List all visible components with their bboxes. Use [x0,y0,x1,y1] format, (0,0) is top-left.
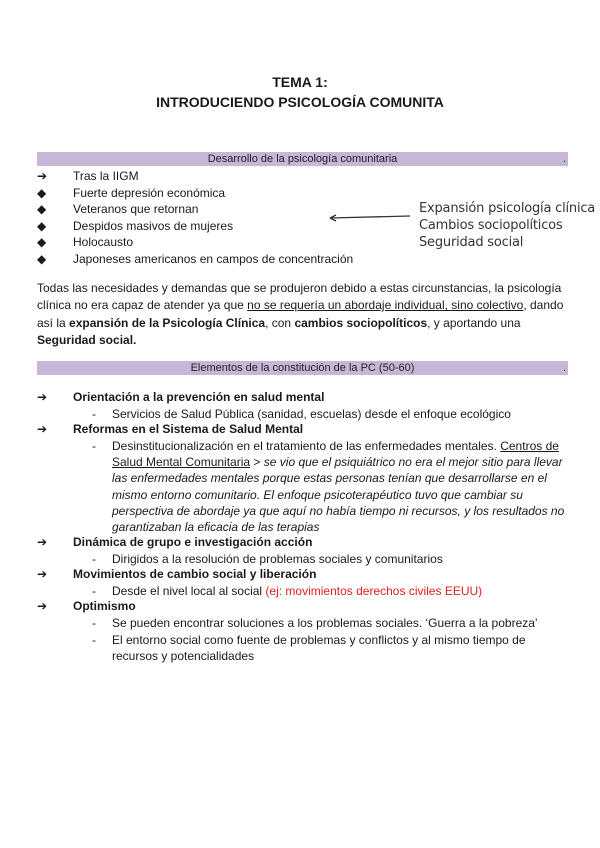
diamond-bullet-icon: ◆ [37,185,47,200]
dash-bullet: - [92,407,96,421]
subitem-text: Dirigidos a la resolución de problemas sociales y comunitarios [112,552,443,566]
paragraph-underline: no se requería un abordaje individual, sino colectivo [247,298,524,313]
list-item-text: Tras la IIGM [73,169,139,183]
outline-heading-text: Movimientos de cambio social y liberación [73,567,317,581]
paragraph-bold: Seguridad social. [37,332,137,347]
document-title-line2: INTRODUCIENDO PSICOLOGÍA COMUNITA [156,94,444,110]
section-header-dot: . [562,153,566,165]
arrow-icon: ➔ [37,169,48,183]
margin-note: Cambios sociopolíticos [419,218,563,233]
dash-bullet: - [92,552,96,566]
paragraph-text: , y aportando una [427,315,521,330]
paragraph-bold: cambios sociopolíticos [294,315,428,330]
subitem-plain: Desde el nivel local al social [112,584,266,598]
margin-note: Seguridad social [419,235,524,250]
list-item-text: Holocausto [73,235,134,250]
arrow-icon: ➔ [37,567,48,581]
dash-bullet: - [92,633,96,647]
subitem-text: Servicios de Salud Pública (sanidad, escuelas) desde el enfoque ecológico [112,407,511,421]
diamond-bullet-icon: ◆ [37,218,47,233]
subitem-gt: > [250,455,264,470]
outline-heading-text: Reformas en el Sistema de Salud Mental [73,422,304,436]
diamond-bullet-icon: ◆ [37,251,47,266]
diamond-bullet-icon: ◆ [37,202,47,217]
list-item-text: Fuerte depresión económica [73,185,226,200]
subitem-plain: Desinstitucionalización en el tratamiento de las enfermedades mentales. [112,439,501,453]
paragraph-text: Todas las necesidades y demandas que se produjeron debido a estas circunstancias, la psicología clínica no era capaz de atender ya que [37,281,562,313]
dash-bullet: - [92,616,96,630]
list-item-text: Japoneses americanos en campos de concentración [73,251,354,266]
body-paragraph [37,280,569,349]
dash-bullet: - [92,439,96,453]
list-item-text: Despidos masivos de mujeres [73,218,234,233]
section-header-elementos [37,361,568,375]
subitem-red-example: (ej: movimientos derechos civiles EEUU) [265,584,483,598]
arrow-icon: ➔ [37,422,48,436]
paragraph-text: , con [265,315,295,330]
section-header-desarrollo [37,152,568,166]
arrow-icon: ➔ [37,390,48,404]
outline-heading-text: Dinámica de grupo e investigación acción [73,535,313,549]
outline-heading-text: Orientación a la prevención en salud mental [73,390,325,404]
margin-notes [419,200,595,251]
subitem-text [112,438,570,535]
subitem-underline: Centros de Salud Mental Comunitaria [112,439,559,470]
left-arrow-icon [326,207,412,227]
dash-bullet: - [92,584,96,598]
subitem-text [112,583,482,599]
document-title-line1: TEMA 1: [272,74,328,90]
paragraph-bold: expansión de la Psicología Clínica [69,315,266,330]
outline-heading-text: Optimismo [73,599,136,613]
subitem-text: Se pueden encontrar soluciones a los problemas sociales. ‘Guerra a la pobreza’ [112,616,538,630]
section-header-label: Elementos de la constitución de la PC (50-60) [190,362,415,374]
section-header-dot: . [562,362,566,374]
subitem-text: El entorno social como fuente de problemas y conflictos y al mismo tiempo de recursos y potencialidades [112,633,526,664]
section-header-label: Desarrollo de la psicología comunitaria [207,153,398,165]
subitem-italic: se vio que el psiquiátrico no era el mejor sitio para llevar las enfermedades mentales porque estas personas tenían que desarrollarse en el mismo entorno comunitario. El enfoque psicoterapéutico tuvo que cambiar su perspectiva de abordaje ya que aquí no había tiempo ni recursos, y los resultados no garantizaban la eficacia de las terapias [112,455,565,535]
arrow-icon: ➔ [37,535,48,549]
margin-note: Expansión psicología clínica [419,201,596,216]
list-item-text: Veteranos que retornan [73,202,199,217]
paragraph-text: , dando así la [37,298,564,330]
diamond-bullet-icon: ◆ [37,235,47,250]
arrow-icon: ➔ [37,599,48,613]
